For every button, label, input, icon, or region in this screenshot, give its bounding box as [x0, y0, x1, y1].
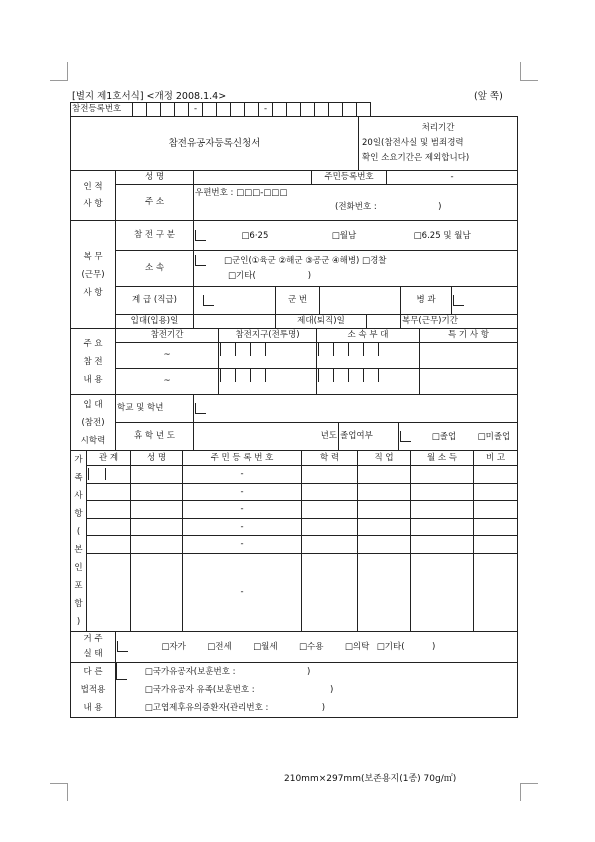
- combat-notes-field[interactable]: [420, 343, 518, 369]
- address-label: 주 소: [116, 185, 194, 221]
- other-merit-close: ): [306, 667, 311, 677]
- school-section-label: 입 대 (참전) 시학력: [71, 395, 116, 451]
- education-cell[interactable]: [302, 466, 358, 483]
- relation-cell[interactable]: [87, 501, 131, 518]
- education-cell[interactable]: [302, 518, 358, 535]
- paper-spec-footer: 210mm×297mm(보존용지(1종) 70g/㎡): [284, 774, 457, 784]
- rrn-field[interactable]: -: [387, 171, 518, 185]
- leave-year-label: 휴 학 년 도: [116, 423, 194, 451]
- school-table: [70, 394, 518, 451]
- education-cell[interactable]: [302, 501, 358, 518]
- family-rrn-cell[interactable]: -: [183, 553, 302, 631]
- graduated-option[interactable]: □졸업: [431, 431, 457, 442]
- combat-period-header: 참전기간: [116, 329, 219, 343]
- war-type-tick: [195, 230, 206, 241]
- relation-cell[interactable]: [87, 536, 131, 553]
- not-graduated-option[interactable]: □미졸업: [477, 431, 511, 442]
- reg-digit[interactable]: [287, 103, 301, 117]
- family-rrn-header: 주 민 등 록 번 호: [183, 451, 302, 466]
- phone-label: (전화번호 :: [335, 202, 377, 212]
- branch-label: 병 과: [401, 287, 452, 315]
- other-law-options[interactable]: [116, 663, 518, 718]
- other-law-label: 다 른 법적용 내 용: [71, 663, 116, 718]
- war-type-field[interactable]: [194, 221, 518, 251]
- combat-table: [70, 328, 518, 395]
- enlist-date-label: 입대(입용)일: [116, 315, 194, 329]
- education-cell[interactable]: [302, 536, 358, 553]
- service-period-label: 복무(근무)기간: [401, 315, 518, 329]
- reg-dash: -: [189, 103, 203, 117]
- reg-digit[interactable]: [231, 103, 245, 117]
- name-label: 성 명: [116, 171, 194, 185]
- other-merit-option[interactable]: □국가유공자(보훈번호 :: [144, 667, 236, 677]
- occupation-header: 직 업: [358, 451, 411, 466]
- family-row: [71, 553, 518, 631]
- crop-mark-bottom-right-v: [520, 783, 521, 801]
- graduation-options[interactable]: [399, 423, 518, 451]
- reg-digit[interactable]: [357, 103, 371, 117]
- relation-header: 관 계: [87, 451, 131, 466]
- income-cell[interactable]: [411, 466, 474, 483]
- education-cell[interactable]: [302, 483, 358, 500]
- remarks-cell[interactable]: [474, 483, 518, 500]
- reg-dash: -: [259, 103, 273, 117]
- income-cell[interactable]: [411, 536, 474, 553]
- application-form: [70, 102, 518, 718]
- combat-area-header: 참전지구(전투명): [219, 329, 317, 343]
- other-family-close: ): [330, 685, 334, 695]
- residence-other[interactable]: □기타(: [376, 642, 405, 652]
- remarks-cell[interactable]: [474, 501, 518, 518]
- reg-digit[interactable]: [133, 103, 147, 117]
- combat-area-field[interactable]: [219, 343, 317, 369]
- family-rrn-cell[interactable]: -: [183, 483, 302, 500]
- remarks-cell[interactable]: [474, 466, 518, 483]
- family-rrn-cell[interactable]: -: [183, 501, 302, 518]
- education-header: 학 력: [302, 451, 358, 466]
- reg-digit[interactable]: [315, 103, 329, 117]
- processing-period-line2: 확인 소요기간은 제외합니다): [362, 153, 470, 163]
- occupation-cell[interactable]: [358, 483, 411, 500]
- residence-jeonse[interactable]: □전세: [207, 642, 232, 652]
- processing-period-line1: 20일(참전사실 및 범죄경력: [362, 138, 464, 148]
- affiliation-other[interactable]: □기타(: [228, 270, 256, 281]
- family-row: [71, 518, 518, 535]
- family-name-cell[interactable]: [131, 466, 183, 483]
- affiliation-other-close: ): [307, 270, 312, 281]
- personal-section-label: 인 적 사 항: [71, 171, 116, 221]
- other-family-option[interactable]: □국가유공자 유족(보훈번호 :: [144, 685, 255, 695]
- income-cell[interactable]: [411, 501, 474, 518]
- income-cell[interactable]: [411, 553, 474, 631]
- school-field[interactable]: [194, 395, 518, 423]
- personal-table: [70, 170, 518, 221]
- processing-period: [359, 117, 518, 171]
- family-row: [71, 483, 518, 500]
- remarks-cell[interactable]: [474, 536, 518, 553]
- reg-number-label: 참전등록번호: [71, 103, 133, 117]
- crop-mark-bottom-left-v: [67, 783, 68, 801]
- war-type-label: 참 전 구 분: [116, 221, 194, 251]
- war-type-option-both[interactable]: □6.25 및 월남: [413, 230, 471, 241]
- branch-field[interactable]: [452, 287, 518, 315]
- service-number-field[interactable]: [320, 287, 401, 315]
- enlist-date-field[interactable]: [194, 315, 276, 329]
- address-field[interactable]: [194, 185, 518, 221]
- service-section-label: 복 무 (근무) 사 항: [71, 221, 116, 329]
- family-name-cell[interactable]: [131, 483, 183, 500]
- combat-notes-header: 특 기 사 항: [420, 329, 518, 343]
- rrn-label: 주민등록번호: [312, 171, 387, 185]
- relation-cell[interactable]: [87, 553, 131, 631]
- remarks-header: 비 고: [474, 451, 518, 466]
- service-number-label: 군 번: [276, 287, 320, 315]
- reg-digit[interactable]: [175, 103, 189, 117]
- relation-cell[interactable]: [87, 518, 131, 535]
- name-field[interactable]: [194, 171, 312, 185]
- residence-options[interactable]: [116, 632, 518, 663]
- reg-number-table: [70, 102, 518, 117]
- crop-mark-bottom-right-h: [520, 783, 538, 784]
- residence-table: [70, 631, 518, 663]
- residence-own[interactable]: □자가: [161, 642, 186, 652]
- combat-section-label: 주 요 참 전 내 용: [71, 329, 116, 395]
- postal-code: 우편번호 : □□□-□□□: [195, 188, 288, 198]
- discharge-date-label: 제대(퇴직)일: [276, 315, 367, 329]
- discharge-date-field[interactable]: [367, 315, 401, 329]
- crop-mark-top-left-v: [67, 62, 68, 80]
- war-type-option-625[interactable]: □6·25: [241, 230, 269, 241]
- form-number: [별지 제1호서식] <개정 2008.1.4>: [72, 91, 227, 102]
- occupation-cell[interactable]: [358, 501, 411, 518]
- processing-period-label: 처리기간: [421, 123, 455, 133]
- rank-label: 계 급 (직급): [116, 287, 194, 315]
- crop-mark-top-left-h: [50, 80, 68, 81]
- affiliation-label: 소 속: [116, 251, 194, 287]
- reg-blank: [371, 103, 519, 117]
- occupation-cell[interactable]: [358, 553, 411, 631]
- rank-field[interactable]: [194, 287, 276, 315]
- remarks-cell[interactable]: [474, 518, 518, 535]
- affiliation-tick: [195, 255, 206, 266]
- crop-mark-top-right-v: [520, 62, 521, 80]
- other-agent-orange-close: ): [321, 703, 326, 713]
- combat-unit-field[interactable]: [317, 343, 420, 369]
- reg-digit[interactable]: [245, 103, 259, 117]
- income-header: 월 소 득: [411, 451, 474, 466]
- family-row: [71, 466, 518, 483]
- family-name-header: 성 명: [131, 451, 183, 466]
- occupation-cell[interactable]: [358, 536, 411, 553]
- crop-mark-top-right-h: [520, 80, 538, 81]
- family-rrn-cell[interactable]: -: [183, 518, 302, 535]
- family-rrn-cell[interactable]: -: [183, 536, 302, 553]
- crop-mark-bottom-left-h: [50, 783, 68, 784]
- reg-digit[interactable]: [329, 103, 343, 117]
- reg-digit[interactable]: [147, 103, 161, 117]
- other-agent-orange-option[interactable]: □고엽제후유의증환자(관리번호 :: [144, 703, 269, 713]
- family-table: [70, 450, 518, 632]
- residence-tick: [117, 641, 128, 652]
- combat-period-field[interactable]: ~: [116, 343, 219, 369]
- graduation-label: 졸업여부: [339, 423, 399, 451]
- affiliation-options[interactable]: □군인(①육군 ②해군 ③공군 ④해병) □경찰: [224, 255, 387, 266]
- combat-unit-field[interactable]: [317, 369, 420, 395]
- form-title: 참전유공자등록신청서: [71, 117, 359, 171]
- family-name-cell[interactable]: [131, 501, 183, 518]
- war-type-option-vietnam[interactable]: □월남: [331, 230, 357, 241]
- relation-cell[interactable]: [87, 466, 131, 483]
- residence-dependent[interactable]: □의탁: [344, 642, 370, 652]
- combat-period-field[interactable]: ~: [116, 369, 219, 395]
- family-name-cell[interactable]: [131, 518, 183, 535]
- reg-digit[interactable]: [161, 103, 175, 117]
- reg-digit[interactable]: [273, 103, 287, 117]
- education-cell[interactable]: [302, 553, 358, 631]
- leave-year-field[interactable]: 년도: [194, 423, 339, 451]
- family-row: [71, 536, 518, 553]
- reg-digit[interactable]: [217, 103, 231, 117]
- reg-digit[interactable]: [343, 103, 357, 117]
- combat-notes-field[interactable]: [420, 369, 518, 395]
- title-table: [70, 116, 518, 171]
- occupation-cell[interactable]: [358, 518, 411, 535]
- residence-facility[interactable]: □수용: [299, 642, 324, 652]
- combat-area-field[interactable]: [219, 369, 317, 395]
- residence-monthly[interactable]: □월세: [253, 642, 278, 652]
- family-section-label: 가 족 사 항 ( 본 인 포 함 ): [71, 451, 87, 632]
- income-cell[interactable]: [411, 518, 474, 535]
- residence-other-close: ): [431, 642, 436, 652]
- other-law-table: [70, 662, 518, 718]
- page-side-label: (앞 쪽): [474, 91, 503, 102]
- combat-unit-header: 소 속 부 대: [317, 329, 420, 343]
- income-cell[interactable]: [411, 483, 474, 500]
- family-name-cell[interactable]: [131, 553, 183, 631]
- reg-digit[interactable]: [203, 103, 217, 117]
- remarks-cell[interactable]: [474, 553, 518, 631]
- family-name-cell[interactable]: [131, 536, 183, 553]
- family-rrn-cell[interactable]: -: [183, 466, 302, 483]
- family-row: [71, 501, 518, 518]
- relation-cell[interactable]: [87, 483, 131, 500]
- occupation-cell[interactable]: [358, 466, 411, 483]
- reg-digit[interactable]: [301, 103, 315, 117]
- affiliation-field[interactable]: [194, 251, 518, 287]
- service-table: [70, 220, 518, 329]
- phone-close: ): [438, 202, 442, 212]
- residence-label: 거 주 실 태: [71, 632, 116, 663]
- school-label: 학교 및 학년: [116, 395, 194, 423]
